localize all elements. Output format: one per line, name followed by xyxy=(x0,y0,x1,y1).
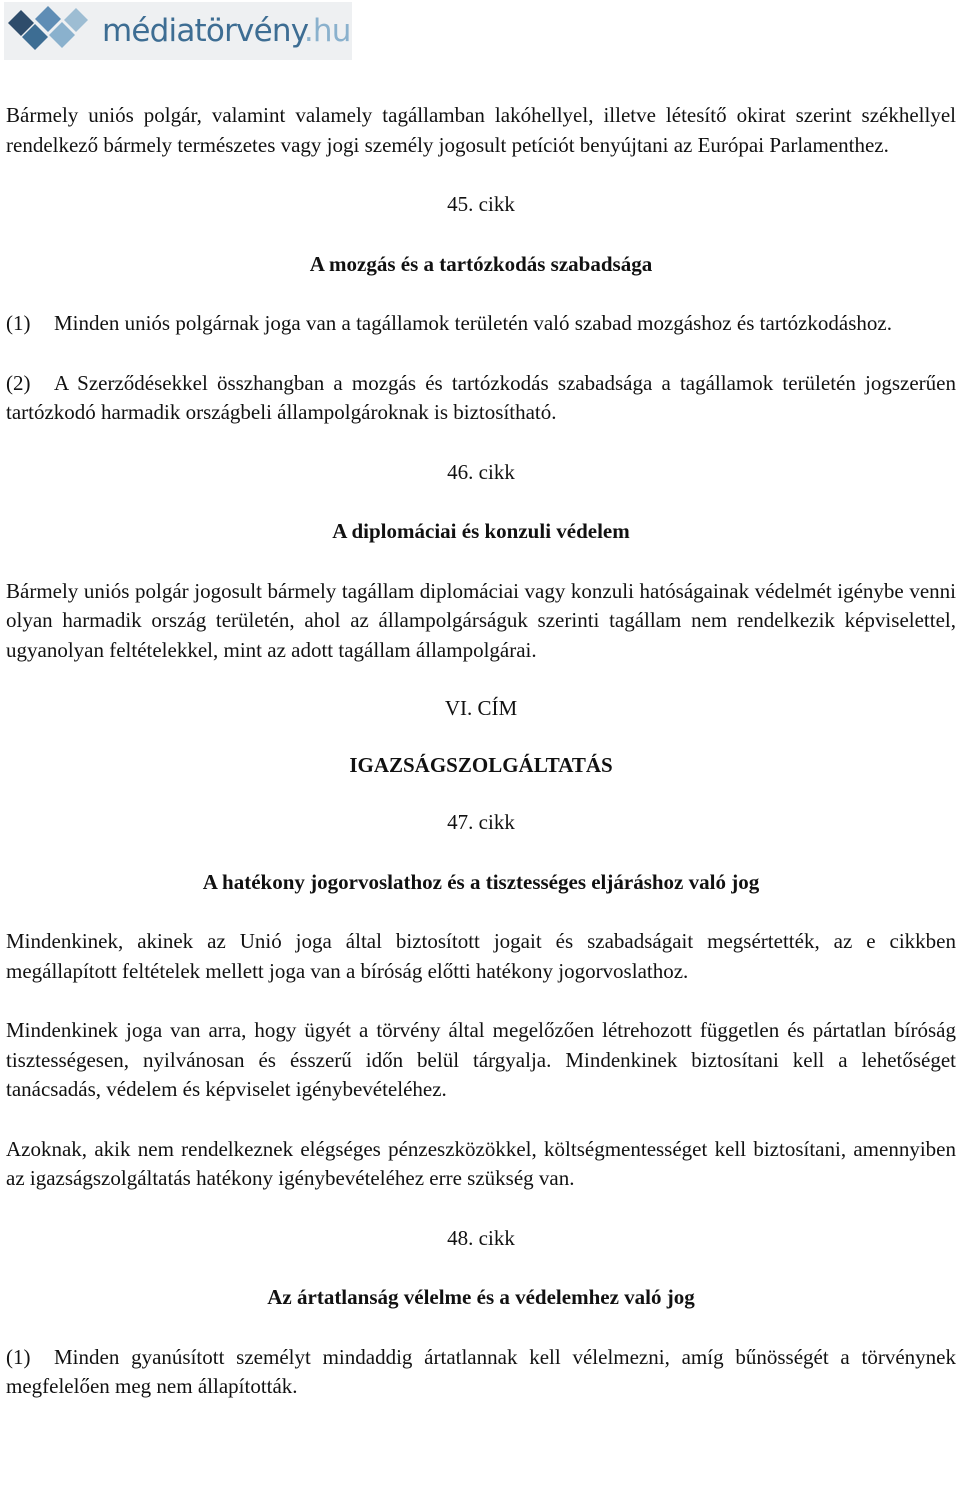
logo-text-tld: .hu xyxy=(303,12,351,49)
article-47-number: 47. cikk xyxy=(447,810,515,834)
article-45-paragraph-1 xyxy=(6,309,956,339)
article-47-paragraph-1: Mindenkinek, akinek az Unió joga által biztosított jogait és szabadságait megsértették, az e cikkben megállapított feltételek mellett joga van a bíróság előtti hatékony jogorvoslathoz. xyxy=(6,929,956,983)
title-6-name: IGAZSÁGSZOLGÁLTATÁS xyxy=(349,752,613,777)
intro-paragraph: Bármely uniós polgár, valamint valamely tagállamban lakóhellyel, illetve létesítő okirat szerint székhellyel rendelkező bármely természetes vagy jogi személy jogosult petíciót benyújtani az Európai Parlamenthez. xyxy=(6,103,956,157)
logo-text-main: médiatörvény xyxy=(102,12,304,49)
article-45-title: A mozgás és a tartózkodás szabadsága xyxy=(309,251,653,276)
article-45-number: 45. cikk xyxy=(447,192,515,216)
article-48-paragraph-1 xyxy=(6,1343,956,1402)
paragraph-text: Minden uniós polgárnak joga van a tagállamok területén való szabad mozgáshoz és tartózkodáshoz. xyxy=(54,311,892,335)
article-47-title: A hatékony jogorvoslathoz és a tisztességes eljáráshoz való jog xyxy=(202,869,760,894)
paragraph-number: (1) xyxy=(6,1344,31,1369)
paragraph-number: (1) xyxy=(6,311,31,335)
article-47-paragraph-2: Mindenkinek joga van arra, hogy ügyét a törvény által megelőzően létrehozott független és pártatlan bíróság tisztességesen, nyilvánosan és ésszerű időn belül tárgyalja. Mindenkinek biztosítani kell a lehetőséget tanácsadás, védelem és képviselet igénybevételéhez. xyxy=(6,1018,956,1101)
document-body xyxy=(6,101,956,1402)
paragraph-text: A Szerződésekkel összhangban a mozgás és tartózkodás szabadsága a tagállamok területén jogszerűen tartózkodó harmadik országbeli állampolgároknak is biztosítható. xyxy=(6,370,956,424)
article-46-number: 46. cikk xyxy=(447,459,515,484)
diamond-logo-icon xyxy=(4,2,96,60)
article-46-title: A diplomáciai és konzuli védelem xyxy=(332,519,630,543)
article-46-paragraph: Bármely uniós polgár jogosult bármely tagállam diplomáciai vagy konzuli hatóságainak védelmét igénybe venni olyan harmadik ország területén, ahol az állampolgárságuk szerinti tagállam nem rendelkezik képviselettel, ugyanolyan feltételekkel, mint az adott tagállam állampolgárai. xyxy=(6,578,956,662)
article-47-paragraph-3: Azoknak, akik nem rendelkeznek elégséges pénzeszközökkel, költségmentességet kell biztosítani, amennyiben az igazságszolgáltatás hatékony igénybevételéhez erre szükség van. xyxy=(6,1136,956,1190)
title-6-label: VI. CÍM xyxy=(444,696,518,720)
article-48-number: 48. cikk xyxy=(447,1225,515,1250)
paragraph-number: (2) xyxy=(6,370,31,395)
logo-text xyxy=(102,12,351,49)
article-48-title: Az ártatlanság vélelme és a védelemhez való jog xyxy=(267,1285,695,1309)
paragraph-text: Minden gyanúsított személyt mindaddig ártatlannak kell vélelmezni, amíg bűnösségét a törvénynek megfelelően meg nem állapították. xyxy=(6,1344,956,1398)
article-45-paragraph-2 xyxy=(6,369,956,428)
site-logo[interactable] xyxy=(4,2,352,60)
